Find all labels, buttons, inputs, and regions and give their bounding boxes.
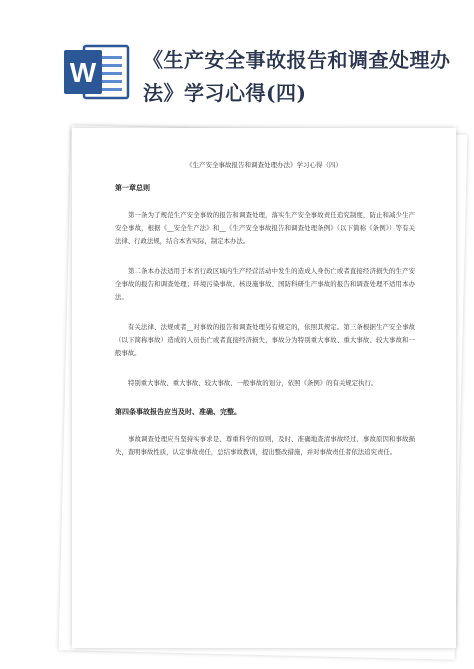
- page-title: 《生产安全事故报告和调查处理办法》学习心得(四): [143, 48, 451, 105]
- paragraph: 有关法律、法规或者__对事故的报告和调查处理另有规定的，依照其规定。第三条根据生产安全事故（以下简称事故）造成的人员伤亡或者直接经济损失，事故分为特别重大事故、重大事故、较大事故和一般事故。: [115, 323, 415, 357]
- word-logo-letter: W: [69, 57, 97, 88]
- paragraph: 第一条为了规范生产安全事故的报告和调查处理，落实生产安全事故责任追究制度，防止和减少生产安全事故，根据《__安全生产法》和__《生产安全事故报告和调查处理条例》（以下简称《条例》）等有关法律、行政法规，结合本省实际，制定本办法。: [115, 211, 415, 245]
- header: [0, 0, 474, 125]
- chapter-heading: 第一章总则: [115, 184, 150, 192]
- paragraph: 事故调查处理应当坚持实事求是、尊重科学的原则，及时、准确地查清事故经过、事故原因和事故损失，查明事故性质，认定事故责任，总结事故教训，提出整改措施，并对事故责任者依法追究责任。: [115, 435, 415, 456]
- document-body: [115, 183, 415, 476]
- word-document-icon: [62, 40, 130, 104]
- paragraph: 特别重大事故、重大事故、较大事故、一般事故的划分，依照《条例》的有关规定执行。: [128, 379, 378, 387]
- paragraph: 第二条本办法适用于本省行政区域内生产经营活动中发生的造成人身伤亡或者直接经济损失的生产安全事故的报告和调查处理；环境污染事故、核设施事故、国防科研生产事故的报告和调查处理不适用本办法。: [115, 267, 415, 301]
- document-title: 《生产安全事故报告和调查处理办法》学习心得（四）: [186, 161, 342, 169]
- article-heading: 第四条事故报告应当及时、准确、完整。: [115, 408, 241, 416]
- document-page: [72, 128, 456, 648]
